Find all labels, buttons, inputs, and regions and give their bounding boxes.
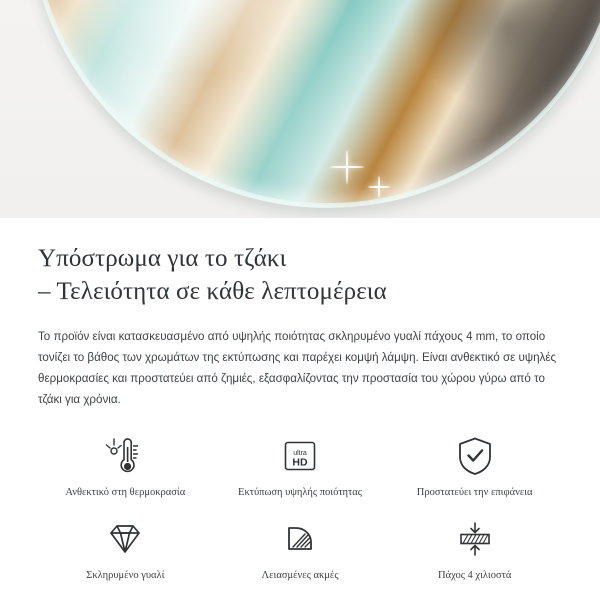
- hero-image: [0, 0, 600, 218]
- ultra-hd-icon: [280, 434, 320, 478]
- product-description-text: Το προϊόν είναι κατασκευασμένο από υψηλής ποιότητας σκληρυμένο γυαλί πάχους 4 mm, το οποίο τονίζει το βάθος των χρωμάτων της εκτύπωσης και παρέχει κομψή λάμψη. Είναι ανθεκτικό σε υψηλές θερμοκρασίες και προστατεύει από ζημιές, εξασφαλίζοντας την προστασία του χώρου γύρω από το τζάκι για χρόνια.: [38, 330, 557, 406]
- feature-item-temperature-resistant: [38, 432, 213, 505]
- feature-label: Εκτύπωση υψηλής ποιότητας: [238, 487, 362, 498]
- feature-item-surface-protection: [387, 432, 562, 505]
- feature-item-polished-edges: [213, 515, 388, 588]
- svg-text:ultra: ultra: [293, 450, 307, 457]
- polished-edges-icon: [278, 517, 322, 561]
- thermometer-icon: [105, 434, 145, 478]
- feature-grid: [38, 432, 562, 588]
- feature-label: Σκληρυμένο γυαλί: [86, 570, 165, 581]
- content-section: [0, 218, 600, 588]
- feature-label: Προστατεύει την επιφάνεια: [416, 487, 533, 498]
- feature-item-thickness: [387, 515, 562, 588]
- svg-text:HD: HD: [292, 456, 308, 469]
- shield-check-icon: [455, 434, 495, 478]
- feature-label: Πάχος 4 χιλιοστά: [438, 570, 512, 581]
- marble-glass-plate: [28, 0, 600, 208]
- page-title: [38, 218, 562, 308]
- feature-label: Λειασμένες ακμές: [261, 570, 339, 581]
- feature-label: Ανθεκτικό στη θερμοκρασία: [65, 487, 186, 498]
- headline-line-1: Υπόστρωμα για το τζάκι: [38, 245, 287, 272]
- feature-item-tempered-glass: [38, 515, 213, 588]
- feature-item-high-quality-print: [213, 432, 388, 505]
- thickness-arrows-icon: [452, 517, 498, 561]
- diamond-icon: [103, 517, 147, 561]
- headline-line-2: – Τελειότητα σε κάθε λεπτομέρεια: [38, 278, 387, 305]
